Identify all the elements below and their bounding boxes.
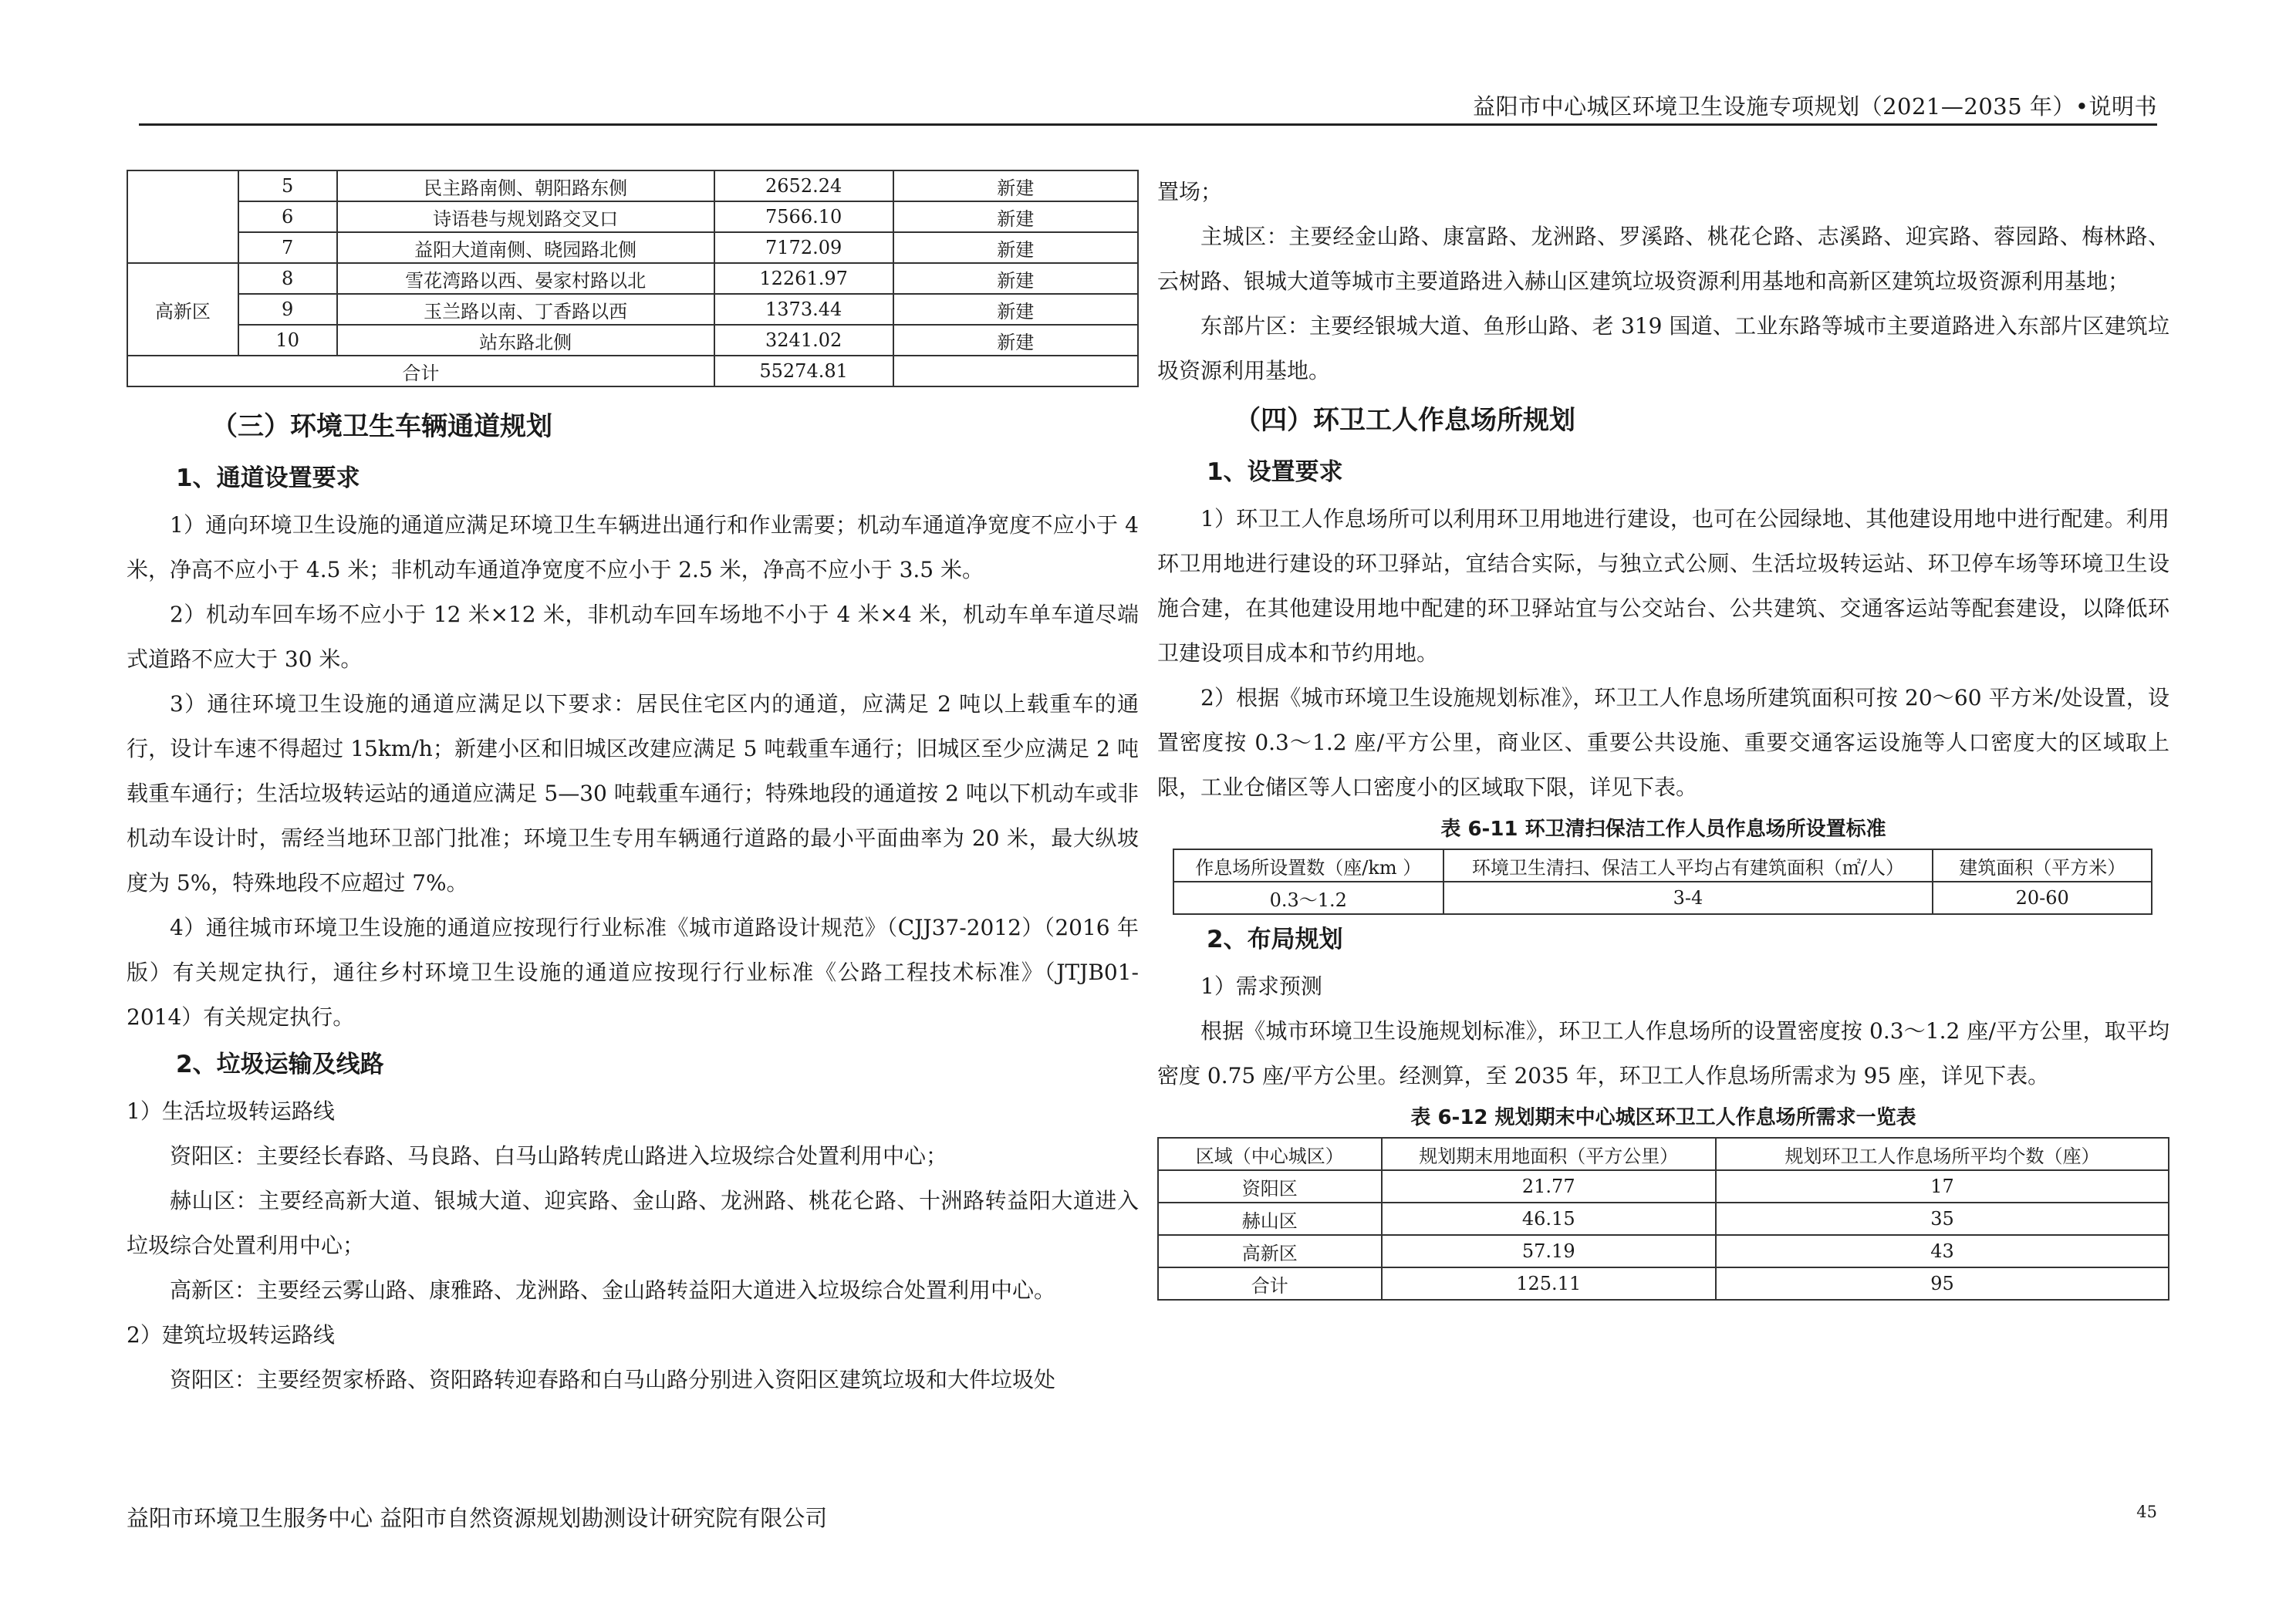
table-cell: 95 (1716, 1267, 2169, 1300)
paragraph: 资阳区：主要经贺家桥路、资阳路转迎春路和白马山路分别进入资阳区建筑垃圾和大件垃圾处 (170, 1367, 1056, 1392)
paragraph: 1）环卫工人作息场所可以利用环卫用地进行建设，也可在公园绿地、其他建设用地中进行配建。利用环卫用地进行建设的环卫驿站，宜结合实际，与独立式公厕、生活垃圾转运站、环卫停车场等环境卫生设施合建，在其他建设用地中配建的环卫驿站宜与公交站台、公共建筑、交通客运站等配套建设，以降低环卫建设项目成本和节约用地。 (1157, 506, 2169, 666)
table-cell: 雪花湾路以西、晏家村路以北 (337, 263, 714, 294)
right-column (1157, 170, 2169, 1301)
section4-sub2-title: 2、布局规划 (1207, 926, 1343, 953)
table-cell: 高新区 (1158, 1235, 1382, 1267)
table-cell: 新建 (893, 170, 1138, 201)
table-header-cell: 建筑面积（平方米） (1933, 849, 2152, 882)
table-cell: 5 (238, 170, 337, 201)
table-cell: 2652.24 (714, 170, 893, 201)
table-row (1173, 882, 2152, 914)
table-cell: 新建 (893, 263, 1138, 294)
table-row (127, 201, 1138, 232)
paragraph: 4）通往城市环境卫生设施的通道应按现行行业标准《城市道路设计规范》（CJJ37-2012）（2016 年版）有关规定执行，通往乡村环境卫生设施的通道应按现行行业标准《公路工程技术标准》（JTJB01-2014）有关规定执行。 (127, 915, 1139, 1030)
table-cell: 21.77 (1382, 1170, 1716, 1203)
table-row (127, 263, 1138, 294)
left-column (127, 170, 1139, 1402)
table-cell: 43 (1716, 1235, 2169, 1267)
total-label: 合计 (127, 356, 714, 386)
table-cell: 赫山区 (1158, 1203, 1382, 1235)
table-cell: 3-4 (1443, 882, 1933, 914)
page-number: 45 (2136, 1503, 2157, 1521)
paragraph: 根据《城市环境卫生设施规划标准》，环卫工人作息场所的设置密度按 0.3～1.2 座/平方公里，取平均密度 0.75 座/平方公里。经测算，至 2035 年，环卫工人作息场所需求为 95 座，详见下表。 (1157, 1018, 2169, 1088)
table-612-body (1158, 1170, 2169, 1300)
paragraph: 赫山区：主要经高新大道、银城大道、迎宾路、金山路、龙洲路、桃花仑路、十洲路转益阳大道进入垃圾综合处置利用中心； (127, 1188, 1139, 1258)
paragraph: 主城区：主要经金山路、康富路、龙洲路、罗溪路、桃花仑路、志溪路、迎宾路、蓉园路、梅林路、云树路、银城大道等城市主要道路进入赫山区建筑垃圾资源利用基地和高新区建筑垃圾资源利用基地； (1157, 224, 2169, 294)
table-611 (1173, 849, 2152, 915)
paragraph: 2）机动车回车场不应小于 12 米×12 米，非机动车回车场地不小于 4 米×4 米，机动车单车道尽端式道路不应大于 30 米。 (127, 602, 1139, 672)
table-header-cell: 规划环卫工人作息场所平均个数（座） (1716, 1138, 2169, 1170)
paragraph: 东部片区：主要经银城大道、鱼形山路、老 319 国道、工业东路等城市主要道路进入东部片区建筑垃圾资源利用基地。 (1157, 313, 2169, 383)
facility-table (127, 170, 1139, 387)
table-row (127, 170, 1138, 201)
table-cell: 7172.09 (714, 232, 893, 263)
table-cell: 合计 (1158, 1267, 1382, 1300)
paragraph: 资阳区：主要经长春路、马良路、白马山路转虎山路进入垃圾综合处置利用中心； (170, 1143, 948, 1169)
table-cell: 资阳区 (1158, 1170, 1382, 1203)
table-cell: 125.11 (1382, 1267, 1716, 1300)
table-cell: 7566.10 (714, 201, 893, 232)
table-row (127, 325, 1138, 356)
table-row (1158, 1170, 2169, 1203)
footer-organizations: 益阳市环境卫生服务中心 益阳市自然资源规划勘测设计研究院有限公司 (127, 1505, 828, 1531)
table-cell: 12261.97 (714, 263, 893, 294)
table-row (1158, 1235, 2169, 1267)
table-cell: 1373.44 (714, 294, 893, 325)
section3-sub2-title: 2、垃圾运输及线路 (176, 1051, 384, 1078)
table-header-cell: 规划期末用地面积（平方公里） (1382, 1138, 1716, 1170)
district-cell: 高新区 (127, 263, 238, 356)
table-cell: 3241.02 (714, 325, 893, 356)
table-cell: 新建 (893, 325, 1138, 356)
paragraph: 1）生活垃圾转运路线 (127, 1098, 335, 1124)
table-row (1158, 1267, 2169, 1300)
table-cell: 10 (238, 325, 337, 356)
header-title: 益阳市中心城区环境卫生设施专项规划（2021—2035 年）•说明书 (1473, 93, 2157, 120)
paragraph: 高新区：主要经云雾山路、康雅路、龙洲路、金山路转益阳大道进入垃圾综合处置利用中心。 (170, 1277, 1056, 1303)
table-row (127, 294, 1138, 325)
table-cell: 益阳大道南侧、晓园路北侧 (337, 232, 714, 263)
table-611-caption: 表 6-11 环卫清扫保洁工作人员作息场所设置标准 (1440, 818, 1886, 841)
facility-table-body (127, 170, 1138, 386)
table-cell: 民主路南侧、朝阳路东侧 (337, 170, 714, 201)
section3-sub1-title: 1、通道设置要求 (176, 464, 360, 492)
section4-title: （四）环卫工人作息场所规划 (1234, 405, 1575, 436)
table-cell: 0.3～1.2 (1173, 882, 1443, 914)
section3-title: （三）环境卫生车辆通道规划 (211, 411, 552, 442)
section4-sub1-title: 1、设置要求 (1207, 458, 1343, 486)
total-area: 55274.81 (714, 356, 893, 386)
table-cell: 7 (238, 232, 337, 263)
table-612-caption: 表 6-12 规划期末中心城区环卫工人作息场所需求一览表 (1410, 1106, 1916, 1129)
table-header-row (1173, 849, 2152, 882)
table-cell: 9 (238, 294, 337, 325)
paragraph: 1）需求预测 (1200, 973, 1322, 999)
table-row (1158, 1203, 2169, 1235)
table-cell: 35 (1716, 1203, 2169, 1235)
table-cell: 诗语巷与规划路交叉口 (337, 201, 714, 232)
table-cell: 新建 (893, 232, 1138, 263)
table-cell: 站东路北侧 (337, 325, 714, 356)
paragraph: 3）通往环境卫生设施的通道应满足以下要求：居民住宅区内的通道，应满足 2 吨以上载重车的通行，设计车速不得超过 15km/h；新建小区和旧城区改建应满足 5 吨载重车通行；旧城区至少应满足 2 吨载重车通行；生活垃圾转运站的通道应满足 5—30 吨载重车通行；特殊地段的通道按 2 吨以下机动车或非机动车设计时，需经当地环卫部门批准；环境卫生专用车辆通行道路的最小平面曲率为 20 米，最大纵坡度为 5%，特殊地段不应超过 7%。 (127, 691, 1139, 896)
table-cell: 新建 (893, 201, 1138, 232)
table-header-cell: 区域（中心城区） (1158, 1138, 1382, 1170)
table-row (127, 232, 1138, 263)
table-total-row (127, 356, 1138, 386)
header-rule (139, 123, 2157, 126)
table-cell: 46.15 (1382, 1203, 1716, 1235)
table-header-cell: 作息场所设置数（座/km ） (1173, 849, 1443, 882)
paragraph: 置场； (1157, 179, 1223, 204)
table-cell: 8 (238, 263, 337, 294)
table-header-row (1158, 1138, 2169, 1170)
table-cell: 玉兰路以南、丁香路以西 (337, 294, 714, 325)
table-cell: 57.19 (1382, 1235, 1716, 1267)
table-cell: 20-60 (1933, 882, 2152, 914)
paragraph: 2）建筑垃圾转运路线 (127, 1322, 335, 1348)
district-cell (127, 170, 238, 263)
table-cell (893, 356, 1138, 386)
table-cell: 6 (238, 201, 337, 232)
paragraph: 1）通向环境卫生设施的通道应满足环境卫生车辆进出通行和作业需要；机动车通道净宽度不应小于 4 米，净高不应小于 4.5 米；非机动车通道净宽度不应小于 2.5 米，净高不应小于 3.5 米。 (127, 512, 1139, 582)
table-cell: 17 (1716, 1170, 2169, 1203)
table-cell: 新建 (893, 294, 1138, 325)
paragraph: 2）根据《城市环境卫生设施规划标准》，环卫工人作息场所建筑面积可按 20～60 平方米/处设置，设置密度按 0.3～1.2 座/平方公里，商业区、重要公共设施、重要交通客运设施等人口密度大的区域取上限，工业仓储区等人口密度小的区域取下限，详见下表。 (1157, 685, 2169, 800)
table-header-cell: 环境卫生清扫、保洁工人平均占有建筑面积（㎡/人） (1443, 849, 1933, 882)
table-612 (1157, 1137, 2169, 1301)
